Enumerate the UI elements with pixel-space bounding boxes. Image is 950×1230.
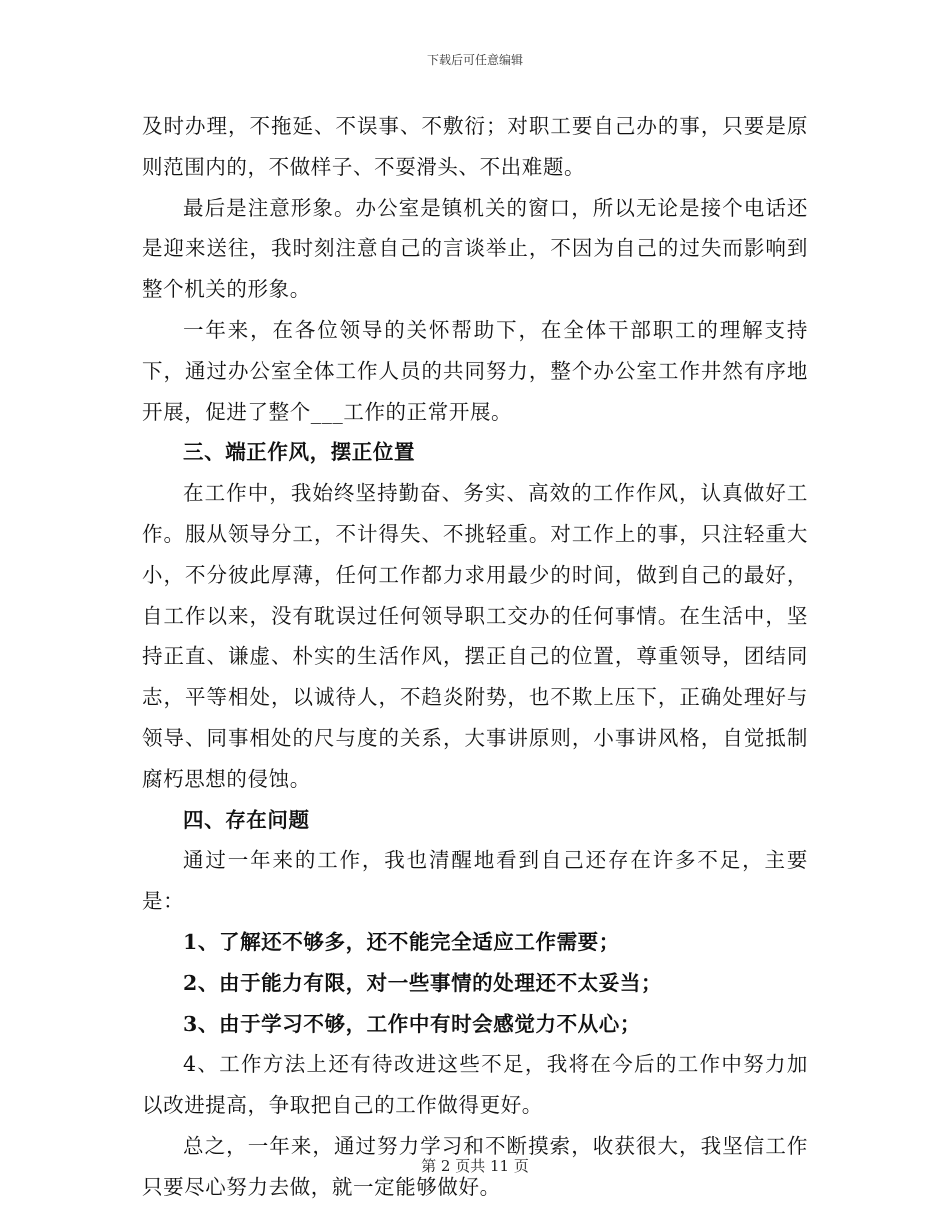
list-item-2: 2、由于能力有限，对一些事情的处理还不太妥当；	[183, 970, 663, 995]
page-header-note: 下载后可任意编辑	[426, 53, 523, 67]
document-body	[142, 106, 808, 1208]
section-heading-3: 三、端正作风，摆正位置	[183, 440, 416, 465]
page-number: 第 2 页共 11 页	[421, 1157, 529, 1175]
paragraph-7: 通过一年来的工作，我也清醒地看到自己还存在许多不足，主要是：	[142, 848, 808, 914]
list-item-3: 3、由于学习不够，工作中有时会感觉力不从心；	[183, 1011, 641, 1036]
list-item-4: 4、工作方法上还有待改进这些不足，我将在今后的工作中努力加以改进提高，争取把自己的工作做得更好。	[142, 1052, 808, 1118]
paragraph-5: 在工作中，我始终坚持勤奋、务实、高效的工作作风，认真做好工作。服从领导分工，不计得失、不挑轻重。对工作上的事，只注轻重大小，不分彼此厚薄，任何工作都力求用最少的时间，做到自己的最好，自工作以来，没有耽误过任何领导职工交办的任何事情。在生活中，坚持正直、谦虚、朴实的生活作风，摆正自己的位置，尊重领导，团结同志，平等相处，以诚待人，不趋炎附势，也不欺上压下，正确处理好与领导、同事相处的尺与度的关系，大事讲原则，小事讲风格，自觉抵制腐朽思想的侵蚀。	[142, 481, 808, 791]
section-heading-4: 四、存在问题	[183, 807, 310, 832]
list-item-1: 1、了解还不够多，还不能完全适应工作需要；	[183, 929, 620, 954]
paragraph-3: 一年来，在各位领导的关怀帮助下，在全体干部职工的理解支持下，通过办公室全体工作人员的共同努力，整个办公室工作井然有序地开展，促进了整个___工作的正常开展。	[142, 317, 808, 424]
paragraph-conclusion: 总之，一年来，通过努力学习和不断摸索，收获很大，我坚信工作只要尽心努力去做，就一定能够做好。	[142, 1133, 808, 1199]
paragraph-2: 最后是注意形象。办公室是镇机关的窗口，所以无论是接个电话还是迎来送往，我时刻注意自己的言谈举止，不因为自己的过失而影响到整个机关的形象。	[142, 195, 808, 302]
paragraph-1: 及时办理，不拖延、不误事、不敷衍；对职工要自己办的事，只要是原则范围内的，不做样子、不耍滑头、不出难题。	[142, 114, 808, 179]
